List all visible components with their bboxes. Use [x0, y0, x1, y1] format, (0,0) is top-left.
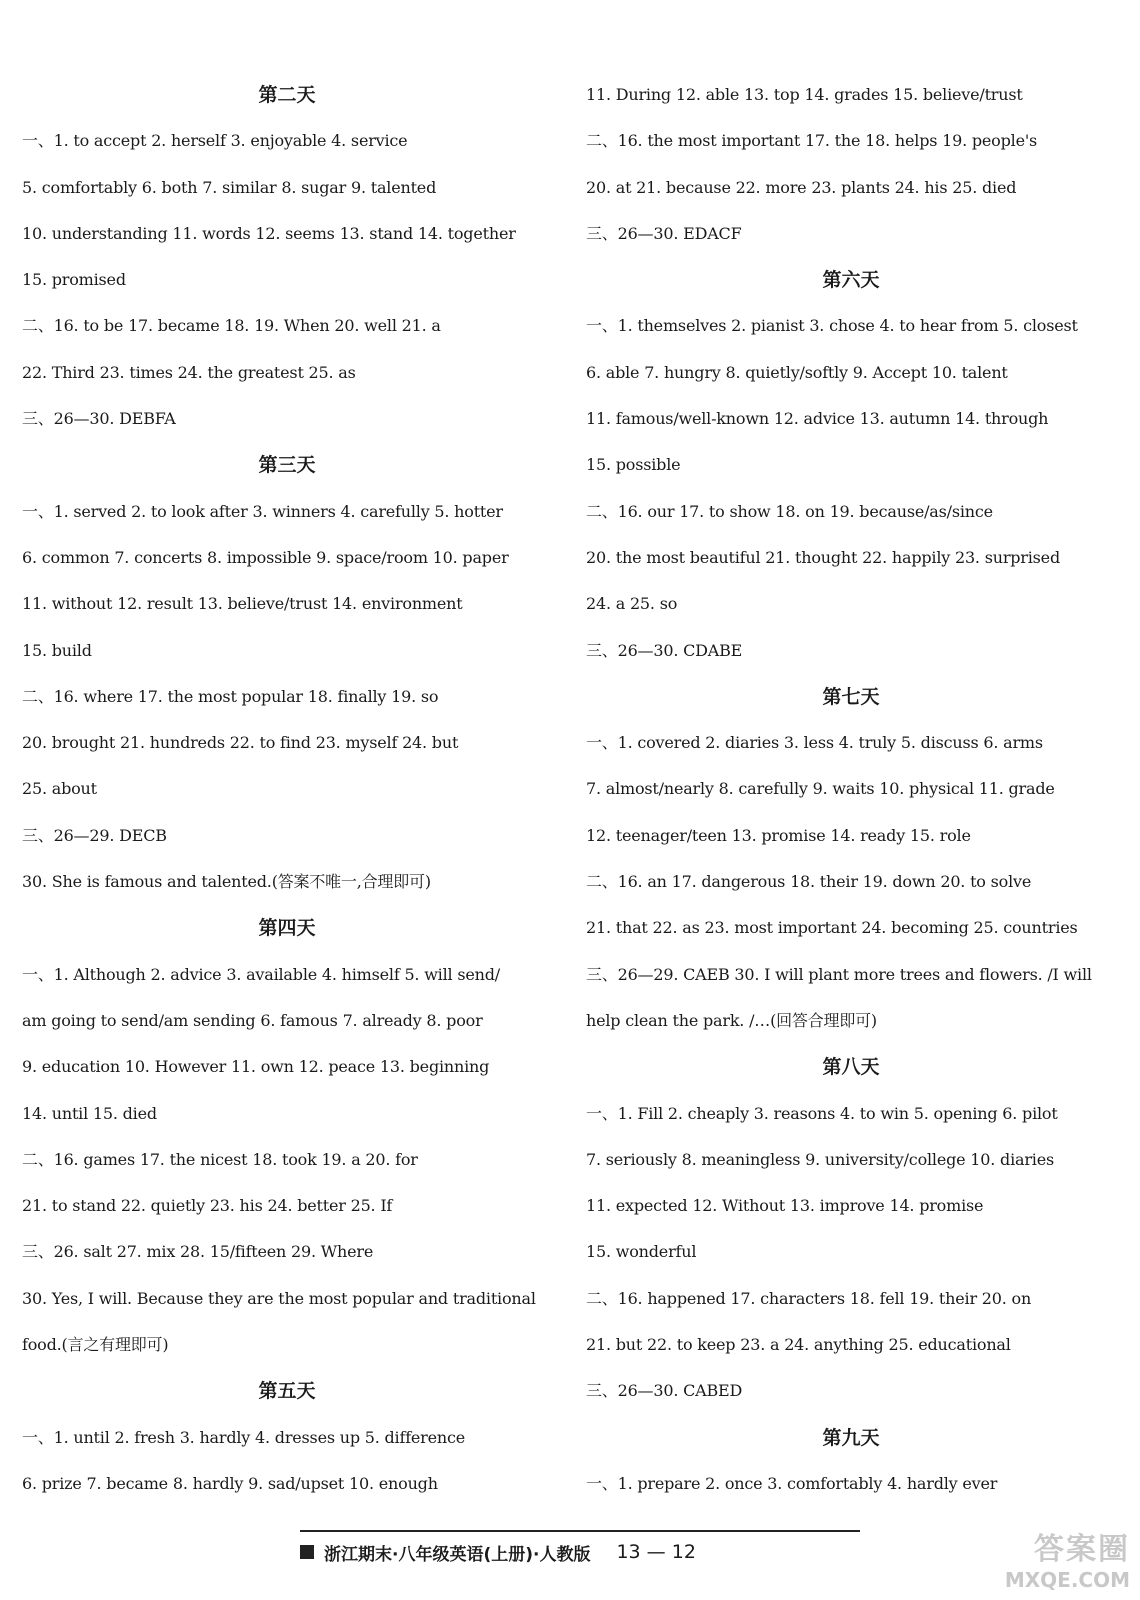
answer-line: 10. understanding 11. words 12. seems 13. stand 14. together: [22, 223, 516, 243]
day-heading: 第六天: [822, 269, 880, 292]
answer-line: 11. without 12. result 13. believe/trust 14. environment: [22, 594, 463, 614]
answer-line: 二、16. an 17. dangerous 18. their 19. down 20. to solve: [586, 872, 1032, 892]
watermark-url: MXQE.COM: [1004, 1568, 1130, 1592]
answer-line: 15. promised: [22, 270, 126, 290]
answer-line: 30. She is famous and talented.(答案不唯一,合理即可): [22, 872, 431, 892]
day-heading: 第五天: [258, 1380, 316, 1403]
day-heading: 第三天: [258, 454, 316, 477]
watermark-cn: 答案圈: [1034, 1532, 1130, 1567]
answer-column-left: [22, 72, 552, 1507]
answer-line: 21. that 22. as 23. most important 24. becoming 25. countries: [586, 918, 1078, 938]
day-heading: 第四天: [258, 917, 316, 940]
answer-line: 6. common 7. concerts 8. impossible 9. space/room 10. paper: [22, 547, 509, 567]
answer-line: 24. a 25. so: [586, 594, 678, 614]
answer-line: 7. almost/nearly 8. carefully 9. waits 10. physical 11. grade: [586, 779, 1055, 799]
answer-line: 三、26—29. DECB: [22, 825, 167, 845]
answer-line: 二、16. games 17. the nicest 18. took 19. a 20. for: [22, 1149, 418, 1169]
answer-line: 三、26—30. CDABE: [586, 640, 743, 660]
answer-line: 9. education 10. However 11. own 12. peace 13. beginning: [22, 1057, 490, 1077]
answer-line: 二、16. happened 17. characters 18. fell 19. their 20. on: [586, 1288, 1032, 1308]
answer-line: 三、26. salt 27. mix 28. 15/fifteen 29. Where: [22, 1242, 374, 1262]
answer-line: 三、26—29. CAEB 30. I will plant more trees and flowers. /I will: [586, 964, 1092, 984]
day-heading: 第八天: [822, 1056, 880, 1079]
answer-line: 一、1. themselves 2. pianist 3. chose 4. to hear from 5. closest: [586, 316, 1078, 336]
day-heading: 第九天: [822, 1426, 880, 1449]
answer-line: 15. wonderful: [586, 1242, 697, 1262]
book-title: 浙江期末·八年级英语(上册)·人教版: [324, 1544, 591, 1565]
answer-line: 一、1. prepare 2. once 3. comfortably 4. hardly ever: [586, 1473, 998, 1493]
answer-line: 7. seriously 8. meaningless 9. university/college 10. diaries: [586, 1149, 1054, 1169]
day-heading: 第二天: [258, 84, 316, 106]
answer-column-right: [586, 72, 1116, 1507]
answer-line: 一、1. to accept 2. herself 3. enjoyable 4. service: [22, 131, 408, 151]
answer-line: 二、16. the most important 17. the 18. helps 19. people's: [586, 131, 1038, 151]
answer-line: 一、1. served 2. to look after 3. winners 4. carefully 5. hotter: [22, 501, 503, 521]
answer-line: 二、16. where 17. the most popular 18. finally 19. so: [22, 686, 439, 706]
page-footer: [300, 1530, 860, 1572]
page-number: 13 — 12: [616, 1541, 696, 1563]
answer-line: 6. able 7. hungry 8. quietly/softly 9. Accept 10. talent: [586, 362, 1008, 382]
square-bullet-icon: [300, 1545, 314, 1559]
answer-line: 二、16. our 17. to show 18. on 19. because/as/since: [586, 501, 993, 521]
answer-line: 22. Third 23. times 24. the greatest 25. as: [22, 362, 356, 382]
site-watermark: [980, 1524, 1130, 1592]
day-heading: 第七天: [822, 685, 880, 708]
answer-line: 20. at 21. because 22. more 23. plants 24. his 25. died: [586, 177, 1017, 197]
answer-line: 15. build: [22, 640, 92, 660]
answer-line: 三、26—30. CABED: [586, 1381, 743, 1401]
answer-line: 21. but 22. to keep 23. a 24. anything 25. educational: [586, 1335, 1011, 1355]
answer-line: 6. prize 7. became 8. hardly 9. sad/upset 10. enough: [22, 1473, 438, 1493]
answer-line: 一、1. until 2. fresh 3. hardly 4. dresses up 5. difference: [22, 1427, 466, 1447]
answer-line: 20. brought 21. hundreds 22. to find 23. myself 24. but: [22, 733, 459, 753]
answer-line: 14. until 15. died: [22, 1103, 157, 1123]
answer-line: 12. teenager/teen 13. promise 14. ready 15. role: [586, 825, 971, 845]
answer-line: food.(言之有理即可): [22, 1335, 169, 1355]
answer-line: 25. about: [22, 779, 97, 799]
answer-line: 30. Yes, I will. Because they are the most popular and traditional: [22, 1288, 536, 1308]
answer-line: 11. During 12. able 13. top 14. grades 15. believe/trust: [586, 85, 1023, 104]
answer-line: 21. to stand 22. quietly 23. his 24. better 25. If: [22, 1196, 393, 1216]
answer-line: 11. famous/well-known 12. advice 13. autumn 14. through: [586, 409, 1049, 429]
answer-line: 5. comfortably 6. both 7. similar 8. sugar 9. talented: [22, 177, 437, 197]
answer-line: 三、26—30. DEBFA: [22, 409, 176, 429]
answer-line: 一、1. Although 2. advice 3. available 4. himself 5. will send/: [22, 964, 500, 984]
answer-line: am going to send/am sending 6. famous 7. already 8. poor: [22, 1010, 483, 1030]
answer-line: 15. possible: [586, 455, 681, 475]
answer-line: 20. the most beautiful 21. thought 22. happily 23. surprised: [586, 547, 1060, 567]
answer-line: 11. expected 12. Without 13. improve 14. promise: [586, 1196, 984, 1216]
answer-line: help clean the park. /…(回答合理即可): [586, 1010, 877, 1030]
answer-line: 一、1. covered 2. diaries 3. less 4. truly 5. discuss 6. arms: [586, 733, 1043, 753]
answer-line: 二、16. to be 17. became 18. 19. When 20. well 21. a: [22, 316, 441, 336]
answer-line: 一、1. Fill 2. cheaply 3. reasons 4. to win 5. opening 6. pilot: [586, 1103, 1058, 1123]
answer-line: 三、26—30. EDACF: [586, 223, 742, 243]
